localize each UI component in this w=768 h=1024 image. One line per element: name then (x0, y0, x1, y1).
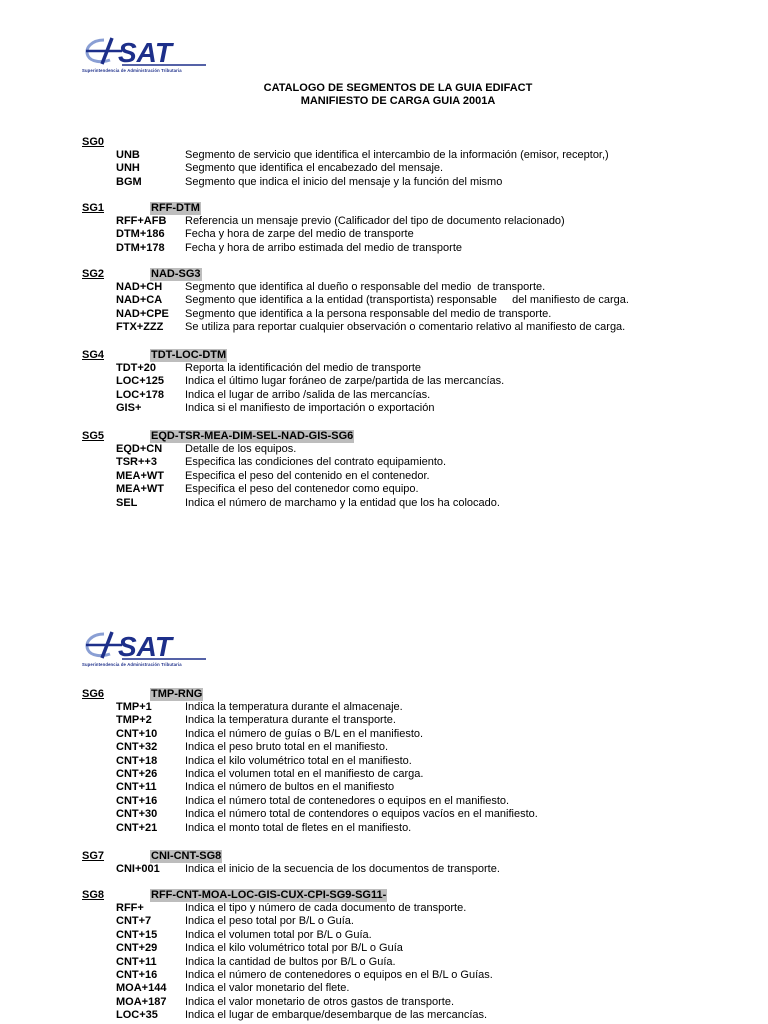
segment-code: LOC+125 (116, 375, 164, 388)
group-label: SG1 (82, 202, 105, 214)
segment-description: Indica el peso bruto total en el manifiesto. (185, 741, 389, 754)
segment-code: RFF+AFB (116, 215, 167, 227)
sat-logo-text: SAT (118, 37, 172, 68)
segment-row (0, 228, 768, 241)
segment-description: Indica el volumen total por B/L o Guía. (185, 928, 372, 941)
group-label: SG5 (82, 430, 105, 442)
group-label: SG0 (82, 136, 105, 148)
segment-row (0, 308, 768, 321)
segment-row (0, 822, 768, 835)
segment-row (0, 470, 768, 483)
group-header (0, 349, 768, 362)
segment-code: CNT+11 (116, 955, 157, 968)
segment-code: UNH (116, 162, 140, 175)
segment-code: MEA+WT (116, 483, 164, 496)
segment-description: Indica el número de guías o B/L en el manifiesto. (185, 727, 424, 740)
segment-row (0, 456, 768, 469)
segment-description: Indica el último lugar foráneo de zarpe/partida de las mercancías. (185, 375, 505, 388)
segment-code: NAD+CA (116, 294, 163, 307)
sat-logo-subtitle: Superintendencia de Administración Tributaria (82, 662, 182, 667)
group-header (0, 688, 768, 701)
segment-row (0, 755, 768, 768)
segment-code: NAD+CH (116, 281, 163, 293)
segment-description: Reporta la identificación del medio de transporte (185, 362, 422, 374)
segment-description: Indica el tipo y número de cada documento de transporte. (185, 902, 467, 914)
segment-group-sg8 (0, 889, 768, 1023)
segment-description: Referencia un mensaje previo (Calificador del tipo de documento relacionado) (185, 215, 565, 227)
segment-row (0, 956, 768, 969)
segment-code: GIS+ (116, 402, 142, 415)
segment-description: Indica el inicio de la secuencia de los documentos de transporte. (185, 863, 500, 875)
group-chain: CNI-CNT-SG8 (151, 850, 222, 862)
segment-row (0, 982, 768, 995)
segment-row (0, 402, 768, 415)
segment-description: Especifica el peso del contenedor como equipo. (185, 483, 419, 496)
segment-description: Especifica las condiciones del contrato equipamiento. (185, 456, 447, 469)
segment-code: CNT+26 (116, 767, 158, 780)
segment-code: TDT+20 (116, 362, 157, 374)
segment-code: LOC+35 (116, 1009, 158, 1022)
segment-description: Indica el peso total por B/L o Guía. (185, 915, 354, 928)
segment-description: Indica el número total de contendores o equipos vacíos en el manifiesto. (185, 808, 538, 821)
segment-row (0, 149, 768, 162)
segment-description: Indica el kilo volumétrico total por B/L o Guía (185, 942, 403, 955)
segment-row (0, 942, 768, 955)
group-header (0, 136, 768, 149)
segment-code: CNT+16 (116, 968, 158, 981)
group-label: SG2 (82, 268, 105, 280)
group-label: SG6 (82, 688, 105, 700)
segment-row (0, 321, 768, 334)
segment-description: Indica la temperatura durante el almacenaje. (185, 701, 403, 713)
segment-code: EQD+CN (116, 443, 163, 455)
segment-description: Indica la cantidad de bultos por B/L o Guía. (185, 955, 396, 968)
segment-code: LOC+178 (116, 388, 164, 401)
segment-description: Indica si el manifiesto de importación o exportación (185, 402, 435, 415)
segment-description: Indica el número total de contenedores o equipos en el manifiesto. (185, 794, 510, 807)
segment-row (0, 768, 768, 781)
group-chain: EQD-TSR-MEA-DIM-SEL-NAD-GIS-SG6 (151, 430, 354, 442)
segment-row (0, 375, 768, 388)
segment-description: Indica el lugar de arribo /salida de las mercancías. (185, 388, 431, 401)
group-header (0, 850, 768, 863)
document-title (0, 82, 768, 108)
segment-description: Especifica el peso del contenido en el contenedor. (185, 469, 430, 482)
sat-logo-text: SAT (118, 631, 172, 662)
segment-description: Indica el número de contenedores o equipos en el B/L o Guías. (185, 968, 493, 981)
segment-description: Segmento que identifica a la persona responsable del medio de transporte. (185, 307, 552, 320)
group-chain: NAD-SG3 (151, 268, 201, 280)
group-chain: RFF-DTM (151, 202, 200, 214)
segment-code: MOA+144 (116, 982, 167, 995)
segment-description: Indica la temperatura durante el transporte. (185, 714, 396, 727)
sat-logo-icon (82, 34, 208, 68)
segment-group-sg5 (0, 430, 768, 510)
segment-row (0, 162, 768, 175)
group-header (0, 430, 768, 443)
segment-code: MOA+187 (116, 995, 167, 1008)
segment-description: Indica el lugar de embarque/desembarque de las mercancías. (185, 1009, 488, 1022)
segment-row (0, 969, 768, 982)
segment-row (0, 242, 768, 255)
segment-description: Segmento que identifica a la entidad (transportista) responsable del manifiesto de carga. (185, 294, 629, 307)
segment-row (0, 215, 768, 228)
segment-row (0, 1009, 768, 1022)
segment-description: Indica el número de marchamo y la entidad que los ha colocado. (185, 496, 500, 509)
segment-row (0, 483, 768, 496)
segment-code: BGM (116, 175, 142, 188)
group-label: SG4 (82, 349, 105, 361)
segment-description: Segmento que identifica el encabezado del mensaje. (185, 162, 444, 175)
segment-code: RFF+ (116, 902, 144, 914)
segment-code: TMP+2 (116, 714, 152, 727)
segment-code: DTM+178 (116, 241, 165, 254)
segment-row (0, 714, 768, 727)
segment-description: Segmento que indica el inicio del mensaje y la función del mismo (185, 175, 503, 188)
segment-code: CNT+10 (116, 727, 158, 740)
segment-description: Segmento que identifica al dueño o responsable del medio de transporte. (185, 281, 546, 293)
segment-description: Segmento de servicio que identifica el intercambio de la información (emisor, receptor,) (185, 149, 609, 161)
group-label: SG8 (82, 889, 105, 901)
segment-row (0, 863, 768, 876)
segment-row (0, 902, 768, 915)
segment-description: Indica el kilo volumétrico total en el manifiesto. (185, 754, 412, 767)
group-chain: TMP-RNG (151, 688, 203, 700)
segment-group-sg7 (0, 850, 768, 876)
segment-group-sg6 (0, 688, 768, 835)
segment-code: CNT+29 (116, 942, 158, 955)
segment-code: TSR++3 (116, 456, 157, 469)
segment-code: CNT+15 (116, 928, 158, 941)
segment-code: MEA+WT (116, 469, 164, 482)
segment-group-sg2 (0, 268, 768, 335)
segment-code: FTX+ZZZ (116, 321, 164, 334)
segment-row (0, 728, 768, 741)
segment-row (0, 929, 768, 942)
segment-row (0, 915, 768, 928)
segment-code: CNT+11 (116, 781, 157, 794)
title-line-1: CATALOGO DE SEGMENTOS DE LA GUIA EDIFACT (263, 82, 533, 94)
group-header (0, 268, 768, 281)
segment-group-sg1 (0, 202, 768, 255)
segment-description: Fecha y hora de arribo estimada del medio de transporte (185, 241, 462, 254)
segment-row (0, 795, 768, 808)
segment-code: UNB (116, 149, 140, 161)
segment-group-sg0 (0, 136, 768, 189)
segment-description: Indica el volumen total en el manifiesto de carga. (185, 767, 424, 780)
segment-row (0, 781, 768, 794)
segment-description: Detalle de los equipos. (185, 443, 297, 455)
segment-code: CNT+21 (116, 821, 158, 834)
sat-logo-icon (82, 628, 208, 662)
segment-row (0, 701, 768, 714)
sat-logo (82, 628, 208, 670)
segment-row (0, 389, 768, 402)
segment-group-sg4 (0, 349, 768, 416)
segment-row (0, 443, 768, 456)
segment-row (0, 996, 768, 1009)
segment-code: SEL (116, 496, 138, 509)
title-line-2: MANIFIESTO DE CARGA GUIA 2001A (300, 95, 496, 107)
group-chain: RFF-CNT-MOA-LOC-GIS-CUX-CPI-SG9-SG11- (151, 889, 387, 901)
segment-code: DTM+186 (116, 228, 165, 241)
sat-logo (82, 34, 208, 76)
segment-description: Indica el monto total de fletes en el manifiesto. (185, 821, 412, 834)
segment-code: CNT+30 (116, 808, 158, 821)
segment-code: CNT+7 (116, 915, 152, 928)
segment-description: Indica el número de bultos en el manifiesto (185, 781, 395, 794)
group-header (0, 889, 768, 902)
segment-description: Indica el valor monetario de otros gastos de transporte. (185, 995, 455, 1008)
group-header (0, 202, 768, 215)
group-label: SG7 (82, 850, 105, 862)
segment-row (0, 294, 768, 307)
segment-description: Fecha y hora de zarpe del medio de transporte (185, 228, 414, 241)
segment-code: CNT+32 (116, 741, 158, 754)
segment-description: Se utiliza para reportar cualquier observación o comentario relativo al manifiesto de carga. (185, 321, 626, 334)
segment-code: NAD+CPE (116, 307, 169, 320)
segment-code: CNT+16 (116, 794, 158, 807)
group-chain: TDT-LOC-DTM (151, 349, 227, 361)
segment-row (0, 362, 768, 375)
segment-code: TMP+1 (116, 701, 152, 713)
sat-logo-subtitle: Superintendencia de Administración Tributaria (82, 68, 182, 73)
segment-code: CNT+18 (116, 754, 158, 767)
segment-code: CNI+001 (116, 863, 160, 875)
segment-row (0, 808, 768, 821)
segment-row (0, 176, 768, 189)
segment-row (0, 281, 768, 294)
segment-description: Indica el valor monetario del flete. (185, 982, 350, 995)
segment-row (0, 497, 768, 510)
segment-row (0, 741, 768, 754)
